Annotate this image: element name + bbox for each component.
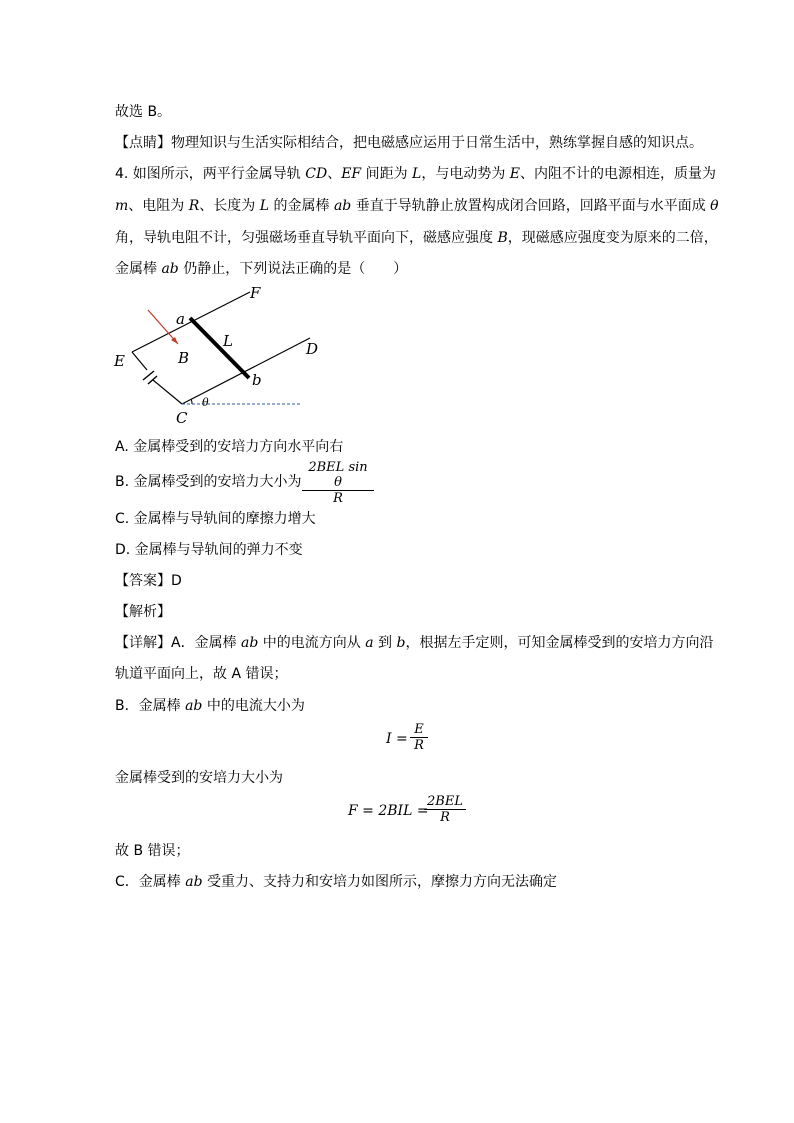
angle-arc (191, 399, 192, 404)
answer-text: 【答案】D (115, 573, 182, 589)
conclusion-text: 故选 B。 (115, 104, 172, 120)
stem-symbol: EF (341, 166, 362, 182)
detail-symbol: ab (185, 874, 203, 890)
stem-text: 垂直于导轨静止放置构成闭合回路，回路平面与水平面成 (351, 198, 711, 214)
option-a (115, 437, 343, 457)
option-c (115, 509, 316, 529)
battery-plate-long (143, 371, 154, 380)
detail-text: 【详解】A．金属棒 (115, 635, 242, 651)
stem-symbol: θ (710, 198, 719, 214)
stem-text: 金属棒 (115, 261, 162, 277)
label-theta: θ (202, 396, 209, 409)
stem-symbol: E (509, 166, 521, 182)
detail-text: 轨道平面向上，故 A 错误； (115, 666, 288, 682)
stem-text: 、电阻为 (128, 198, 189, 214)
detail-text: 故 B 错误； (115, 843, 190, 859)
stem-text: 的金属棒 (269, 198, 334, 214)
wire-ec-lower (153, 380, 182, 404)
option-b-text: B. 金属棒受到的安培力大小为 (115, 474, 302, 490)
label-a: a (176, 310, 185, 328)
label-b: b (252, 371, 262, 389)
stem-text: ，与电动势为 (421, 166, 510, 182)
detail-symbol: ab (185, 698, 203, 714)
label-b-field: B (178, 349, 190, 367)
detail-line-3 (115, 696, 305, 716)
option-c-text: C. 金属棒与导轨间的摩擦力增大 (115, 511, 316, 527)
stem-text: 角，导轨电阻不计，匀强磁场垂直导轨平面向下，磁感应强度 (115, 230, 498, 246)
question-stem-line-2 (115, 196, 719, 216)
option-a-text: A. 金属棒受到的安培力方向水平向右 (115, 439, 344, 455)
rod-ab (190, 318, 249, 378)
stem-text: 仍静止，下列说法正确的是（ ） (178, 261, 408, 277)
detail-text: 受重力、支持力和安培力如图所示，摩擦力方向无法确定 (202, 874, 557, 890)
detail-text: 到 (373, 635, 397, 651)
detail-line-6 (115, 872, 557, 892)
equation-lhs: F = 2BIL = (348, 803, 429, 819)
fraction-denominator: R (333, 491, 343, 506)
equation-current-fraction (410, 722, 428, 753)
fraction-denominator: R (414, 738, 424, 753)
label-f: F (250, 284, 261, 302)
equation-lhs: I = (386, 731, 408, 747)
equation-force-fraction (424, 794, 466, 825)
text-line (115, 102, 171, 122)
detail-text: ，根据左手定则，可知金属棒受到的安培力方向沿 (405, 635, 714, 651)
detail-symbol: b (396, 635, 406, 651)
rail-diagram (110, 282, 340, 432)
analysis-title-text: 【解析】 (115, 604, 171, 620)
rail-cd (182, 338, 310, 404)
question-stem-line-3 (115, 228, 718, 248)
label-c: C (176, 409, 188, 427)
detail-line-4 (115, 768, 283, 788)
stem-symbol: m (115, 198, 129, 214)
detail-text: 金属棒受到的安培力大小为 (115, 770, 283, 786)
stem-text: 间距为 (361, 166, 413, 182)
option-b-fraction (302, 460, 374, 506)
detail-line-5 (115, 841, 190, 861)
fraction-numerator: 2BEL sin θ (308, 460, 368, 490)
option-d-text: D. 金属棒与导轨间的弹力不变 (115, 542, 303, 558)
stem-symbol: ab (333, 198, 352, 214)
label-l: L (223, 332, 233, 350)
stem-symbol: ab (161, 261, 179, 277)
equation-force (348, 803, 429, 819)
question-stem-line-1 (115, 164, 716, 184)
stem-symbol: L (259, 198, 270, 214)
detail-symbol: a (365, 635, 374, 651)
stem-symbol: R (188, 198, 200, 214)
analysis-title (115, 602, 171, 622)
fraction-numerator: E (414, 722, 424, 737)
detail-line-2 (115, 664, 287, 684)
detail-text: 中的电流大小为 (202, 698, 305, 714)
wire-ec-upper (132, 352, 147, 370)
stem-text: 、内阻不计的电源相连，质量为 (520, 166, 717, 182)
stem-text: ，现磁感应强度变为原来的二倍， (507, 230, 718, 246)
stem-symbol: L (412, 166, 422, 182)
equation-current (386, 731, 408, 747)
stem-symbol: CD (305, 166, 328, 182)
label-e: E (114, 352, 125, 370)
stem-text: 4. 如图所示，两平行金属导轨 (115, 166, 306, 182)
label-d: D (306, 340, 319, 358)
fraction-denominator: R (440, 810, 450, 825)
stem-symbol: B (497, 230, 508, 246)
stem-text: 、长度为 (199, 198, 260, 214)
option-b (115, 472, 302, 492)
comment-text: 【点睛】物理知识与生活实际相结合，把电磁感应运用于日常生活中，熟练掌握自感的知识点。 (115, 135, 703, 151)
detail-text: 中的电流方向从 (258, 635, 366, 651)
answer (115, 571, 182, 591)
option-d (115, 540, 303, 560)
stem-text: 、 (327, 166, 342, 182)
detail-symbol: ab (241, 635, 259, 651)
question-stem-line-4 (115, 259, 407, 279)
text-line (115, 133, 703, 153)
detail-text: C．金属棒 (115, 874, 186, 890)
detail-line-1 (115, 633, 713, 653)
detail-text: B．金属棒 (115, 698, 186, 714)
fraction-numerator: 2BEL (427, 794, 463, 809)
